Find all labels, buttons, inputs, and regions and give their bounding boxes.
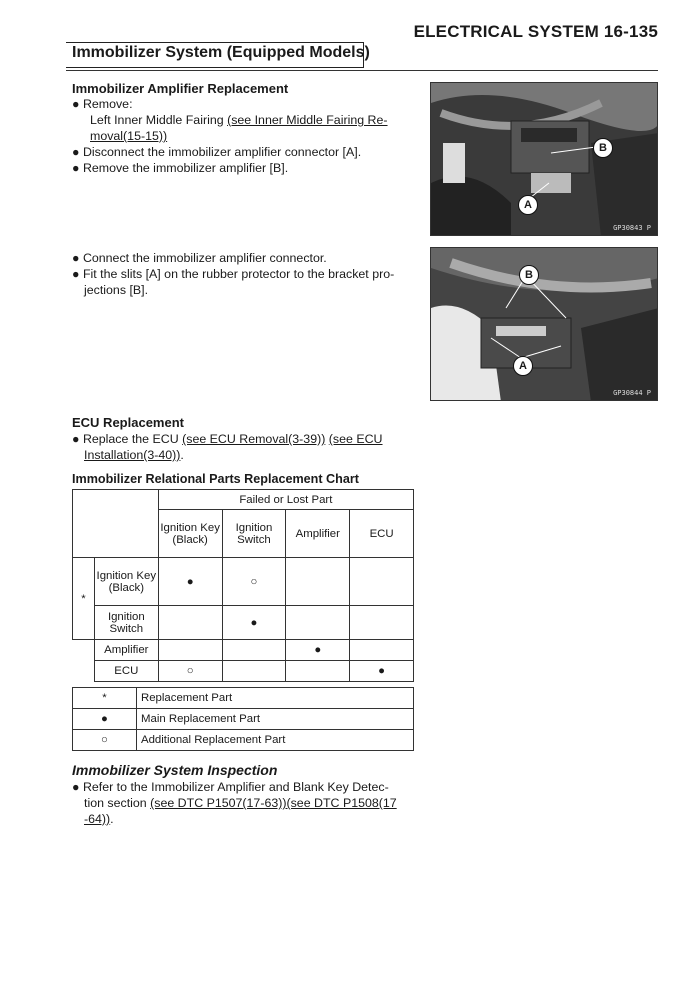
table-cell: ○ (158, 661, 222, 682)
photo-code: GP30844 P (613, 389, 651, 397)
legend-row (73, 730, 414, 751)
step-connect: ● Connect the immobilizer amplifier connector. (72, 251, 327, 265)
replacement-chart (72, 489, 414, 682)
row-label: Amplifier (94, 640, 158, 661)
legend-symbol: * (73, 688, 137, 709)
legend-text: Additional Replacement Part (137, 730, 414, 751)
legend-row (73, 709, 414, 730)
callout-b: B (593, 138, 613, 158)
step-disconnect: ● Disconnect the immobilizer amplifier connector [A]. (72, 145, 362, 159)
table-cell (350, 606, 414, 640)
table-cell (158, 640, 222, 661)
photo-rubber-protector (430, 247, 658, 401)
link-dtc-p1508-cont[interactable]: -64)) (84, 812, 111, 826)
table-row (73, 606, 414, 640)
table-cell: ● (158, 558, 222, 606)
table-cell (158, 606, 222, 640)
ecu-steps: ● Replace the ECU (see ECU Removal(3-39)) (see ECU Installation(3-40)). (72, 432, 383, 462)
table-cell (350, 558, 414, 606)
link-inner-fairing[interactable]: (see Inner Middle Fairing Re- (227, 113, 388, 127)
callout-a: A (513, 356, 533, 376)
chart-group-row (73, 490, 414, 510)
amp-install-steps: ● Connect the immobilizer amplifier connector. ● Fit the slits [A] on the rubber protector to the bracket pro- jections [B]. (72, 250, 422, 298)
table-cell (350, 640, 414, 661)
link-dtc-p1508[interactable]: (see DTC P1508(17 (286, 796, 397, 810)
legend-row (73, 688, 414, 709)
inspection-steps: ● Refer to the Immobilizer Amplifier and Blank Key Detec- tion section (see DTC P1507(17-63))(see DTC P1508(17 -64)). (72, 780, 397, 826)
row-label: Ignition Switch (94, 606, 158, 640)
callout-a: A (518, 195, 538, 215)
chart-legend (72, 687, 414, 751)
legend-symbol: ● (73, 709, 137, 730)
photo-code: GP30843 P (613, 224, 651, 232)
row-label: Ignition Key (Black) (94, 558, 158, 606)
link-dtc-p1507[interactable]: (see DTC P1507(17-63)) (150, 796, 287, 810)
table-cell (286, 661, 350, 682)
callout-b: B (519, 265, 539, 285)
table-cell (222, 640, 286, 661)
legend-text: Main Replacement Part (137, 709, 414, 730)
table-row (73, 661, 414, 682)
col-header-ignition-switch: Ignition Switch (222, 510, 286, 558)
legend-text: Replacement Part (137, 688, 414, 709)
photo-amplifier-connector (430, 82, 658, 236)
step-remove: ● Remove: (72, 97, 133, 111)
link-ecu-installation-cont[interactable]: Installation(3-40)) (84, 448, 181, 462)
step-fit-slits: ● Fit the slits [A] on the rubber protector to the bracket pro- (72, 267, 395, 281)
link-ecu-installation[interactable]: (see ECU (328, 432, 383, 446)
col-header-amplifier: Amplifier (286, 510, 350, 558)
link-ecu-removal[interactable]: (see ECU Removal(3-39)) (182, 432, 326, 446)
table-cell (222, 661, 286, 682)
inspection-heading: Immobilizer System Inspection (72, 762, 278, 778)
link-inner-fairing-cont[interactable]: moval(15-15)) (90, 129, 168, 143)
row-label: ECU (94, 661, 158, 682)
legend-symbol: ○ (73, 730, 137, 751)
star-cell: * (73, 558, 95, 640)
photo-2-drawing (431, 248, 658, 401)
table-cell: ● (286, 640, 350, 661)
ecu-replacement-heading: ECU Replacement (72, 415, 184, 430)
table-cell: ● (350, 661, 414, 682)
chart-group-header: Failed or Lost Part (158, 490, 413, 510)
table-cell (286, 558, 350, 606)
header-rule (66, 70, 658, 71)
table-cell: ● (222, 606, 286, 640)
table-row (73, 640, 414, 661)
photo-1-drawing (431, 83, 658, 236)
amp-replacement-heading: Immobilizer Amplifier Replacement (72, 81, 289, 96)
amp-steps (72, 96, 422, 176)
chart-corner (73, 490, 159, 558)
section-title: Immobilizer System (Equipped Models) (72, 44, 370, 61)
col-header-ecu: ECU (350, 510, 414, 558)
table-row (73, 558, 414, 606)
chart-title: Immobilizer Relational Parts Replacement Chart (72, 472, 359, 486)
col-header-ignition-key: Ignition Key (Black) (158, 510, 222, 558)
table-cell (286, 606, 350, 640)
page-header: ELECTRICAL SYSTEM 16-135 (413, 22, 658, 41)
step-remove-sub: Left Inner Middle Fairing (see Inner Middle Fairing Re- (90, 113, 388, 127)
table-cell: ○ (222, 558, 286, 606)
step-remove-amp: ● Remove the immobilizer amplifier [B]. (72, 161, 289, 175)
